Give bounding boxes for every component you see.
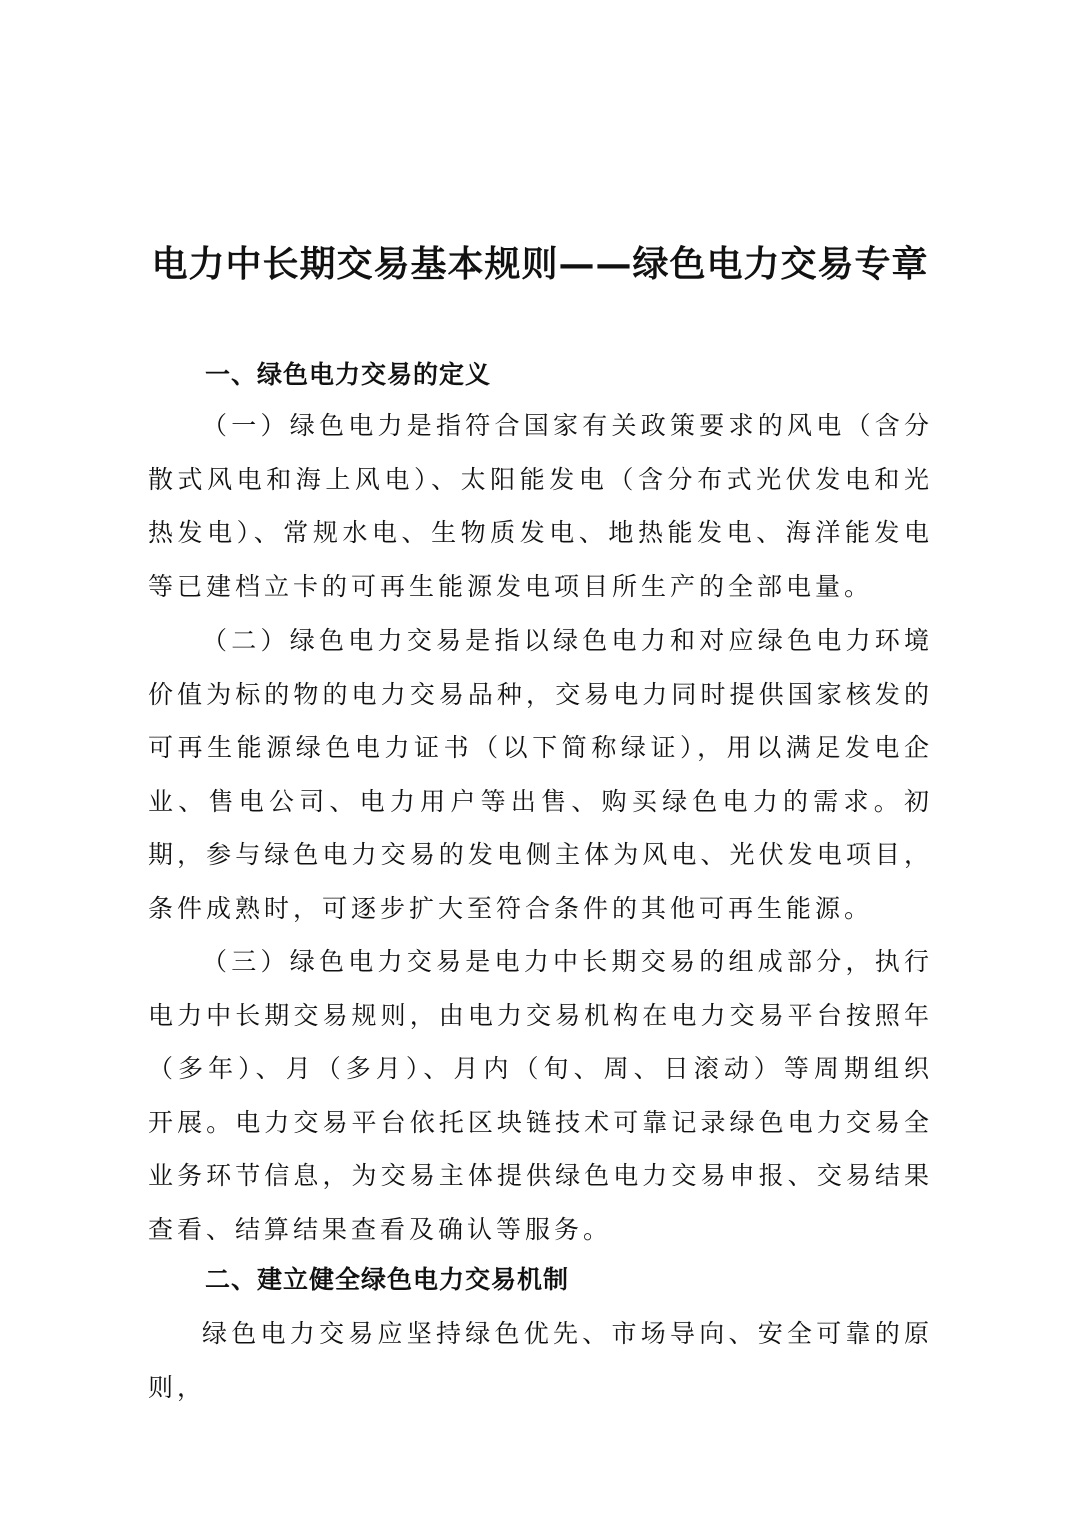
paragraph-1-2: （二）绿色电力交易是指以绿色电力和对应绿色电力环境价值为标的物的电力交易品种，交易电力同时提供国家核发的可再生能源绿色电力证书（以下简称绿证），用以满足发电企业、售电公司、电力用户等出售、购买绿色电力的需求。初期，参与绿色电力交易的发电侧主体为风电、光伏发电项目，条件成熟时，可逐步扩大至符合条件的其他可再生能源。	[148, 626, 933, 923]
paragraph-2-1: 绿色电力交易应坚持绿色优先、市场导向、安全可靠的原则，	[148, 1319, 933, 1402]
section-heading-2: 二、建立健全绿色电力交易机制	[205, 1265, 570, 1294]
paragraph-1-3: （三）绿色电力交易是电力中长期交易的组成部分，执行电力中长期交易规则，由电力交易机构在电力交易平台按照年（多年）、月（多月）、月内（旬、周、日滚动）等周期组织开展。电力交易平台依托区块链技术可靠记录绿色电力交易全业务环节信息，为交易主体提供绿色电力交易申报、交易结果查看、结算结果查看及确认等服务。	[148, 947, 933, 1244]
paragraph-1-1: （一）绿色电力是指符合国家有关政策要求的风电（含分散式风电和海上风电）、太阳能发电（含分布式光伏发电和光热发电）、常规水电、生物质发电、地热能发电、海洋能发电等已建档立卡的可再生能源发电项目所生产的全部电量。	[148, 411, 933, 601]
section-heading-1: 一、绿色电力交易的定义	[205, 360, 492, 389]
document-title: 电力中长期交易基本规则——绿色电力交易专章	[151, 243, 929, 285]
